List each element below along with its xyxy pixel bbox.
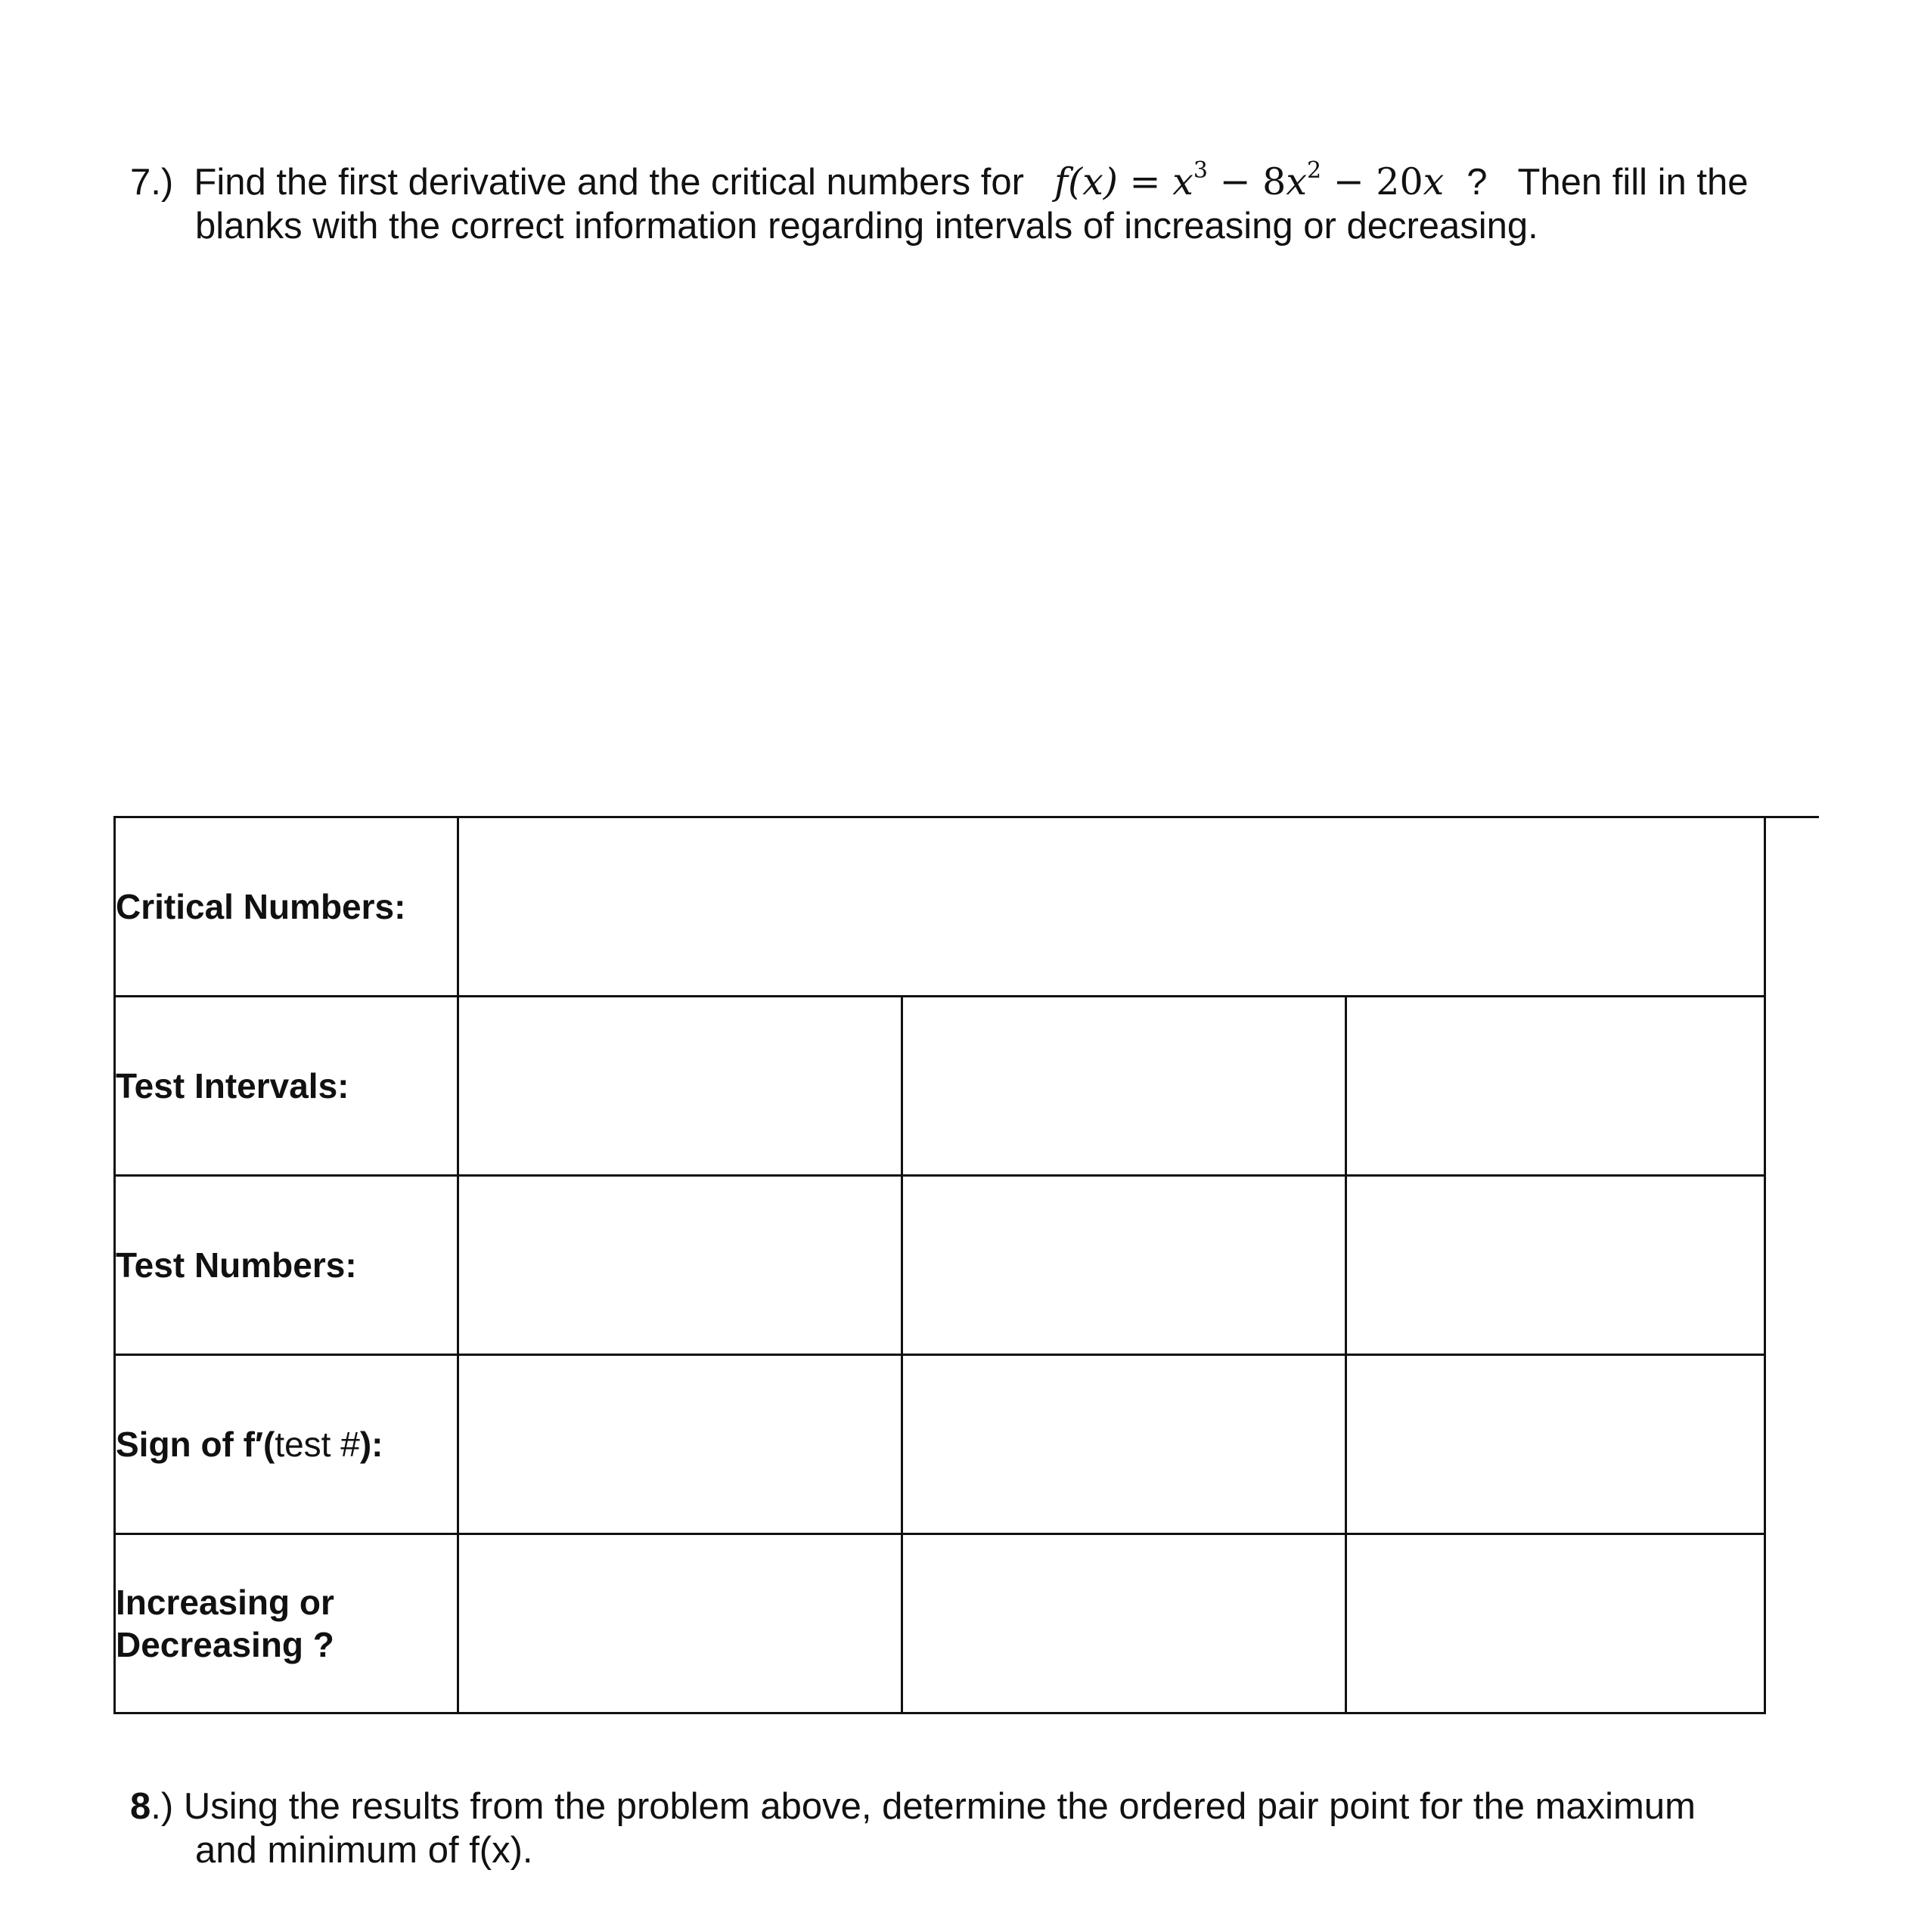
table-row-sign — [115, 1355, 1765, 1534]
sign-cell-2[interactable] — [902, 1355, 1346, 1534]
table-row-increasing-decreasing — [115, 1534, 1765, 1713]
test-interval-cell-1[interactable] — [458, 997, 902, 1176]
critical-numbers-answer-cell[interactable] — [458, 817, 1765, 997]
test-number-cell-1[interactable] — [458, 1176, 902, 1355]
inc-dec-cell-3[interactable] — [1346, 1534, 1765, 1713]
problem-7-number: 7.) — [130, 162, 174, 203]
test-numbers-label: Test Numbers: — [115, 1176, 458, 1355]
problem-7-instruction: Find the first derivative and the critical numbers for — [194, 162, 1024, 203]
problem-7-line-1 — [130, 157, 1839, 204]
sign-cell-1[interactable] — [458, 1355, 902, 1534]
sign-cell-3[interactable] — [1346, 1355, 1765, 1534]
test-intervals-label: Test Intervals: — [115, 997, 458, 1176]
problem-7-line-2: blanks with the correct information regarding intervals of increasing or decreasing. — [195, 206, 1538, 247]
sign-of-derivative-label: Sign of f′(test #): — [115, 1355, 458, 1534]
analysis-table — [113, 816, 1766, 1714]
test-number-cell-2[interactable] — [902, 1176, 1346, 1355]
function-expression: $f(x) = x^3 - 8x^2 - 20x$ — [1054, 157, 1445, 203]
table-row-test-intervals — [115, 997, 1765, 1176]
test-interval-cell-3[interactable] — [1346, 997, 1765, 1176]
problem-8-line-1: 8.) Using the results from the problem above, determine the ordered pair point for the maximum — [130, 1786, 1696, 1827]
problem-8-line-2: and minimum of f(x). — [195, 1830, 533, 1871]
problem-7-instruction-end: ? Then fill in the — [1467, 162, 1749, 203]
test-interval-cell-2[interactable] — [902, 997, 1346, 1176]
inc-dec-cell-2[interactable] — [902, 1534, 1346, 1713]
test-number-cell-3[interactable] — [1346, 1176, 1765, 1355]
problem-8-number: 8 — [130, 1786, 151, 1827]
table-row-test-numbers — [115, 1176, 1765, 1355]
problem-8 — [130, 1785, 1839, 1872]
critical-numbers-label: Critical Numbers: — [115, 817, 458, 997]
problem-7 — [130, 157, 1839, 248]
problem-8-instruction: Using the results from the problem above, determine the ordered pair point for the maximum — [183, 1786, 1696, 1827]
increasing-decreasing-label: Increasing or Decreasing ? — [115, 1534, 458, 1713]
inc-dec-cell-1[interactable] — [458, 1534, 902, 1713]
table-row-critical-numbers — [115, 817, 1765, 997]
